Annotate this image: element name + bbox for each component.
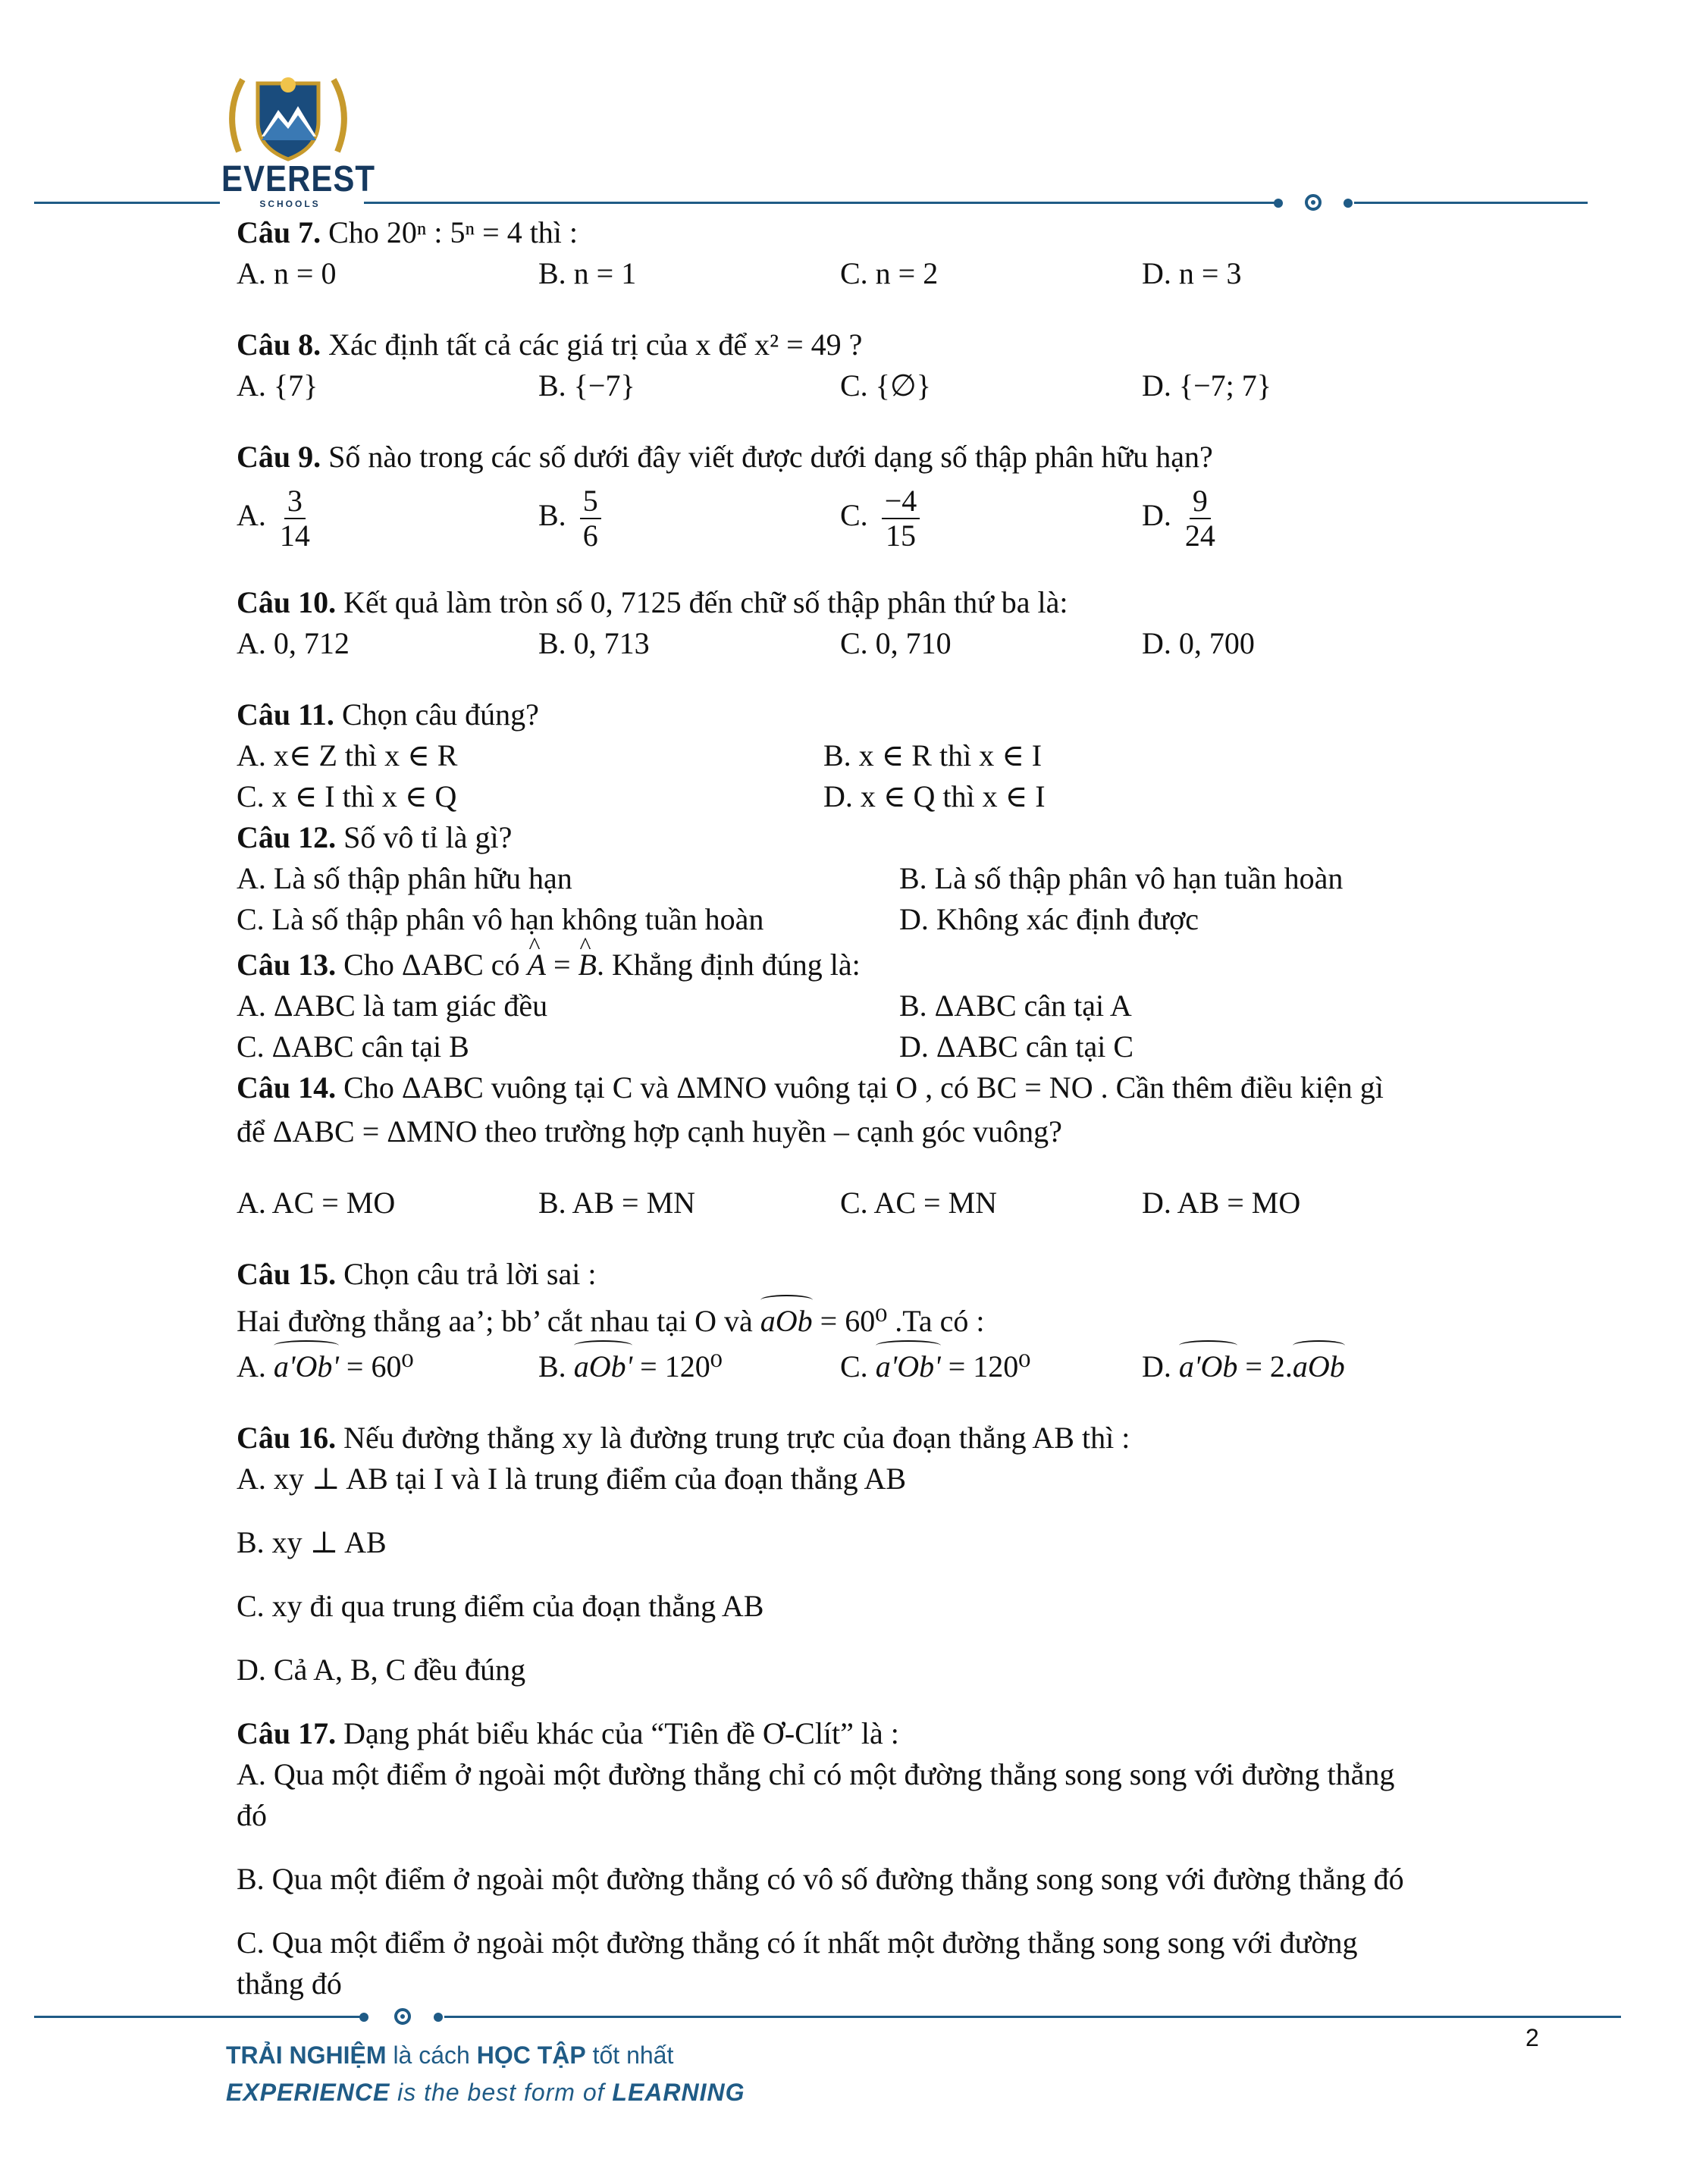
fraction: $\frac{9}{24}$ xyxy=(1184,484,1215,553)
option-a: A. Là số thập phân hữu hạn xyxy=(237,861,572,895)
option-c: C. x ∈ I thì x ∈ Q xyxy=(237,779,457,813)
header-dot-left xyxy=(1274,199,1283,208)
option-a: A. AC = MO xyxy=(237,1186,396,1220)
answer-row xyxy=(237,253,1541,294)
header-rule-main xyxy=(364,202,1281,204)
option-b: B. AB = MN xyxy=(538,1186,696,1220)
option-b: B. Qua một điểm ở ngoài một đường thẳng có vô số đường thẳng song song với đường thẳng đó xyxy=(237,1862,1404,1896)
option-b: B. aOb' = 120⁰ xyxy=(538,1346,840,1387)
option-c: C. Qua một điểm ở ngoài một đường thẳng có ít nhất một đường thẳng song song với đường xyxy=(237,1925,1358,1960)
fraction: $\frac{5}{6}$ xyxy=(580,484,601,553)
angle-b-hat: ^ B xyxy=(578,945,597,985)
question-label: Câu 16. xyxy=(237,1421,337,1455)
question-label: Câu 13. xyxy=(237,948,337,982)
option-c: C. xy đi qua trung điểm của đoạn thẳng AB xyxy=(237,1589,764,1623)
question-13 xyxy=(237,945,1541,985)
answer-row xyxy=(237,1183,1541,1224)
option-a: A. Qua một điểm ở ngoài một đường thẳng chỉ có một đường thẳng song song với đường thẳng xyxy=(237,1757,1395,1791)
question-7 xyxy=(237,212,1541,253)
angle-arc: aOb' xyxy=(574,1346,632,1387)
question-label: Câu 17. xyxy=(237,1716,337,1750)
question-12 xyxy=(237,817,1541,858)
exam-content xyxy=(237,212,1541,2004)
option-d: D. a'Ob = 2.aOb xyxy=(1142,1346,1345,1387)
option-d: D. $\frac{9}{24}$ xyxy=(1142,484,1215,553)
answer-row xyxy=(237,1026,1541,1067)
question-label: Câu 14. xyxy=(237,1070,337,1105)
question-stem: Kết quả làm tròn số 0, 7125 đến chữ số thập phân thứ ba là: xyxy=(343,585,1068,619)
option-a: A. x∈ Z thì x ∈ R xyxy=(237,738,458,772)
option-b: B. xy ⊥ AB xyxy=(237,1525,387,1559)
option-a: A. 0, 712 xyxy=(237,626,350,660)
footer-ring xyxy=(394,2008,411,2025)
header-rule-left xyxy=(34,202,220,204)
footer-rule-right xyxy=(444,2016,1621,2018)
question-15-line2 xyxy=(237,1301,1541,1342)
question-label: Câu 11. xyxy=(237,697,334,732)
question-stem: Chọn câu trả lời sai : xyxy=(343,1257,597,1291)
question-14 xyxy=(237,1067,1541,1108)
option-a: A. {7} xyxy=(237,368,318,403)
question-label: Câu 7. xyxy=(237,215,321,249)
option-a-cont: đó xyxy=(237,1798,267,1832)
question-stem: Cho 20ⁿ : 5ⁿ = 4 thì : xyxy=(328,215,578,249)
answer-row xyxy=(237,858,1541,899)
everest-logo-emblem xyxy=(224,68,353,167)
answer-row xyxy=(237,478,1541,559)
line-text-tail: = 60⁰ .Ta có : xyxy=(812,1304,985,1338)
option-b: B. x ∈ R thì x ∈ I xyxy=(823,738,1043,772)
option-d: D. Không xác định được xyxy=(899,902,1199,936)
answer-row xyxy=(237,623,1541,664)
answer-row xyxy=(237,899,1541,940)
option-b: B. n = 1 xyxy=(538,256,637,290)
question-stem-tail: . Khẳng định đúng là: xyxy=(596,948,861,982)
question-11 xyxy=(237,694,1541,735)
answer-row xyxy=(237,776,1541,817)
fraction: $\frac{-4}{15}$ xyxy=(882,484,920,553)
option-a: A. n = 0 xyxy=(237,256,337,290)
question-17 xyxy=(237,1713,1541,1754)
question-stem: Số nào trong các số dưới đây viết được dưới dạng số thập phân hữu hạn? xyxy=(328,440,1213,474)
question-10 xyxy=(237,582,1541,623)
question-9 xyxy=(237,437,1541,478)
option-c: C. 0, 710 xyxy=(840,626,952,660)
option-b: B. {−7} xyxy=(538,368,635,403)
option-b: B. Là số thập phân vô hạn tuần hoàn xyxy=(899,861,1344,895)
option-b: B. $\frac{5}{6}$ xyxy=(538,484,840,553)
option-a: A. ΔABC là tam giác đều xyxy=(237,989,548,1023)
option-a: A. $\frac{3}{14}$ xyxy=(237,484,310,553)
option-d: D. 0, 700 xyxy=(1142,626,1255,660)
question-label: Câu 12. xyxy=(237,820,337,854)
equals: = xyxy=(545,948,578,982)
answer-row xyxy=(237,985,1541,1026)
logo-wordmark: EVEREST xyxy=(221,158,376,199)
question-stem: Xác định tất cả các giá trị của x để x² = 49 ? xyxy=(328,327,863,362)
angle-arc: aOb xyxy=(1293,1346,1345,1387)
option-a: A. a'Ob' = 60⁰ xyxy=(237,1346,538,1387)
footer-slogan-en: EXPERIENCE is the best form of LEARNING xyxy=(226,2079,745,2106)
page-number: 2 xyxy=(1525,2024,1539,2051)
angle-arc: a'Ob' xyxy=(274,1346,339,1387)
option-d: D. n = 3 xyxy=(1142,256,1242,290)
answer-row xyxy=(237,1346,1541,1387)
footer-dot-right xyxy=(434,2013,443,2022)
footer-rule-left xyxy=(34,2016,360,2018)
question-label: Câu 10. xyxy=(237,585,337,619)
option-d: D. x ∈ Q thì x ∈ I xyxy=(823,779,1046,813)
question-stem: Nếu đường thẳng xy là đường trung trực của đoạn thẳng AB thì : xyxy=(343,1421,1130,1455)
question-stem: Cho ΔABC có xyxy=(343,948,528,982)
angle-arc: aOb xyxy=(760,1301,813,1342)
question-8 xyxy=(237,324,1541,365)
header-dot-right xyxy=(1344,199,1353,208)
option-c: C. n = 2 xyxy=(840,256,939,290)
answer-row xyxy=(237,365,1541,406)
question-14-line2: để ΔABC = ΔMNO theo trường hợp cạnh huyền – cạnh góc vuông? xyxy=(237,1114,1062,1148)
question-stem: Dạng phát biểu khác của “Tiên đề Ơ-Clít” là : xyxy=(343,1716,899,1750)
question-16 xyxy=(237,1418,1541,1459)
answer-row xyxy=(237,735,1541,776)
angle-arc: a'Ob xyxy=(1179,1346,1237,1387)
question-label: Câu 15. xyxy=(237,1257,337,1291)
line-text: Hai đường thẳng aa’; bb’ cắt nhau tại O và xyxy=(237,1304,760,1338)
question-stem: Cho ΔABC vuông tại C và ΔMNO vuông tại O , có BC = NO . Cần thêm điều kiện gì xyxy=(343,1070,1384,1105)
option-d: D. ΔABC cân tại C xyxy=(899,1029,1134,1064)
question-stem: Chọn câu đúng? xyxy=(341,697,539,732)
question-label: Câu 8. xyxy=(237,327,321,362)
option-c: C. a'Ob' = 120⁰ xyxy=(840,1346,1142,1387)
footer-slogan-vi: TRẢI NGHIỆM là cách HỌC TẬP tốt nhất xyxy=(226,2041,674,2069)
question-stem: Số vô tỉ là gì? xyxy=(343,820,513,854)
header-ring xyxy=(1305,194,1322,211)
header-rule-right xyxy=(1354,202,1588,204)
option-a: A. xy ⊥ AB tại I và I là trung điểm của đoạn thẳng AB xyxy=(237,1462,907,1496)
question-label: Câu 9. xyxy=(237,440,321,474)
option-b: B. ΔABC cân tại A xyxy=(899,989,1132,1023)
footer-dot-left xyxy=(359,2013,368,2022)
fraction: $\frac{3}{14}$ xyxy=(279,484,310,553)
option-b: B. 0, 713 xyxy=(538,626,650,660)
question-15 xyxy=(237,1254,1541,1295)
option-c-cont: thẳng đó xyxy=(237,1966,342,2001)
logo-subtitle: SCHOOLS xyxy=(259,199,321,209)
option-c: C. {∅} xyxy=(840,368,931,403)
option-d: D. AB = MO xyxy=(1142,1186,1301,1220)
option-c: C. $\frac{-4}{15}$ xyxy=(840,484,1142,553)
option-c: C. Là số thập phân vô hạn không tuần hoàn xyxy=(237,902,764,936)
option-c: C. AC = MN xyxy=(840,1186,998,1220)
angle-a-hat: ^ A xyxy=(528,945,546,985)
option-d: D. {−7; 7} xyxy=(1142,368,1271,403)
option-d: D. Cả A, B, C đều đúng xyxy=(237,1653,526,1687)
angle-arc: a'Ob' xyxy=(876,1346,941,1387)
option-c: C. ΔABC cân tại B xyxy=(237,1029,469,1064)
